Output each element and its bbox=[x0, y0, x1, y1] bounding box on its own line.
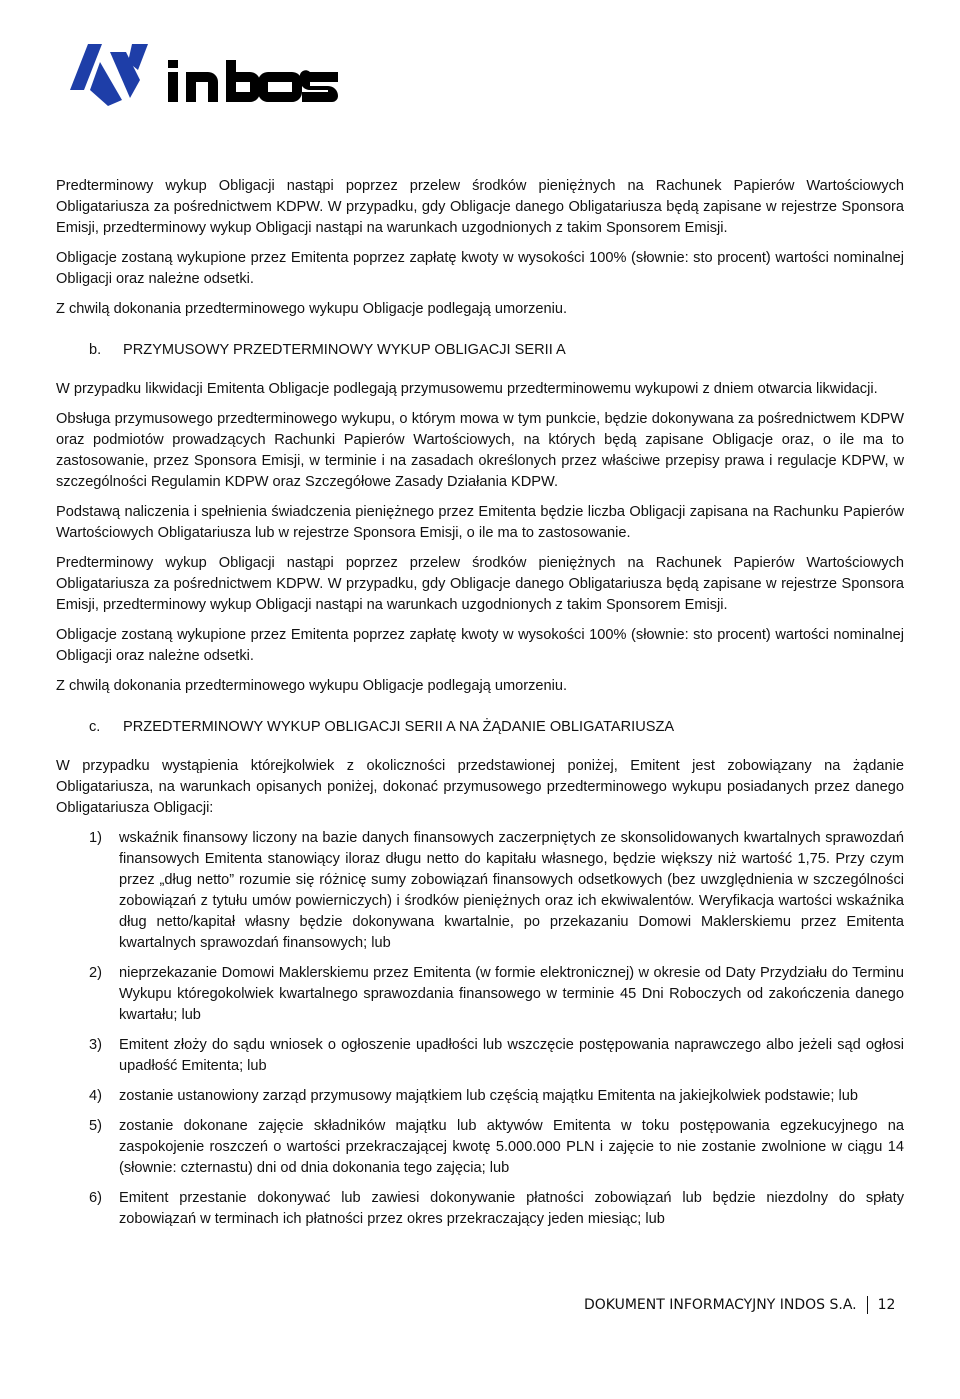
list-text: zostanie dokonane zajęcie składników majątku lub aktywów Emitenta w toku postępowania egzekucyjnego na zaspokojenie roszczeń o wartości przekraczającej kwotę 5.000.000 PLN i zajęcie to nie zostanie zwolnione w ciągu 14 (słownie: czternastu) dni od dnia dokonania tego zajęcia; lub bbox=[119, 1118, 904, 1176]
paragraph: Obligacje zostaną wykupione przez Emitenta poprzez zapłatę kwoty w wysokości 100% (słownie: sto procent) wartości nominalnej Obligacji oraz należne odsetki. bbox=[56, 627, 904, 664]
section-title: PRZYMUSOWY PRZEDTERMINOWY WYKUP OBLIGACJI SERII A bbox=[123, 342, 566, 358]
paragraph: Obsługa przymusowego przedterminowego wykupu, o którym mowa w tym punkcie, będzie dokonywana za pośrednictwem KDPW oraz podmiotów prowadzących Rachunki Papierów Wartościowych, na których będą zapisane Obligacje oraz, o ile ma to zastosowanie, przez Sponsora Emisji, w terminie i na zasadach określonych przez właściwe przepisy prawa i regulacje KDPW, w szczególności Regulamin KDPW oraz Szczegółowe Zasady Działania KDPW. bbox=[56, 411, 904, 490]
paragraph: Z chwilą dokonania przedterminowego wykupu Obligacje podlegają umorzeniu. bbox=[56, 678, 568, 694]
list-item bbox=[56, 1188, 904, 1230]
list-number: 2) bbox=[89, 965, 102, 981]
footer-document-title: DOKUMENT INFORMACYJNY INDOS S.A. bbox=[584, 1297, 857, 1313]
paragraph: Z chwilą dokonania przedterminowego wykupu Obligacje podlegają umorzeniu. bbox=[56, 301, 568, 317]
section-c-heading bbox=[56, 717, 904, 738]
company-logo bbox=[70, 40, 340, 110]
page-footer bbox=[584, 1296, 895, 1314]
paragraph: Obligacje zostaną wykupione przez Emitenta poprzez zapłatę kwoty w wysokości 100% (słownie: sto procent) wartości nominalnej Obligacji oraz należne odsetki. bbox=[56, 250, 904, 287]
conditions-list bbox=[56, 828, 904, 1230]
list-item bbox=[56, 1086, 904, 1107]
list-item bbox=[56, 1116, 904, 1179]
paragraph: W przypadku wystąpienia którejkolwiek z okoliczności przedstawionej poniżej, Emitent jest zobowiązany na żądanie Obligatariusza, na warunkach opisanych poniżej, dokonać przymusowego przedterminowego wykupu posiadanych przez danego Obligatariusza Obligacji: bbox=[56, 758, 904, 816]
paragraph: Podstawą naliczenia i spełnienia świadczenia pieniężnego przez Emitenta będzie liczba Obligacji zapisana na Rachunku Papierów Wartościowych Obligatariusza lub w rejestrze Sponsora Emisji, o ile ma to zastosowanie. bbox=[56, 504, 904, 541]
list-number: 3) bbox=[89, 1037, 102, 1053]
list-text: Emitent przestanie dokonywać lub zawiesi dokonywanie płatności zobowiązań lub będzie niezdolny do spłaty zobowiązań w terminach ich płatności przez okres przekraczający jeden miesiąc; lub bbox=[119, 1190, 904, 1227]
page-number: 12 bbox=[877, 1297, 896, 1313]
document-body bbox=[56, 176, 904, 1239]
list-number: 6) bbox=[89, 1190, 102, 1206]
indos-logo-icon bbox=[70, 40, 340, 110]
list-number: 4) bbox=[89, 1088, 102, 1104]
paragraph: W przypadku likwidacji Emitenta Obligacje podlegają przymusowemu przedterminowemu wykupowi z dniem otwarcia likwidacji. bbox=[56, 381, 878, 397]
list-item bbox=[56, 828, 904, 954]
section-letter: c. bbox=[89, 719, 101, 735]
list-number: 1) bbox=[89, 830, 102, 846]
list-item bbox=[56, 963, 904, 1026]
list-item bbox=[56, 1035, 904, 1077]
footer-divider bbox=[867, 1296, 868, 1314]
list-text: wskaźnik finansowy liczony na bazie danych finansowych zaczerpniętych ze skonsolidowanych kwartalnych sprawozdań finansowych Emitenta stanowiący iloraz długu netto do kapitału własnego, będzie większy niż wartość 1,75. Przy czym przez „dług netto” rozumie się różnicę sumy zobowiązań finansowych odsetkowych (bez uwzględnienia w szczególności zobowiązań z tytułu umów powierniczych) i środków pieniężnych oraz ich ekwiwalentów. Weryfikacja wartości wskaźnika dług netto/kapitał własny będzie dokonywana kwartalnie, po przekazaniu Domowi Maklerskiemu przez Emitenta kwartalnych sprawozdań finansowych; lub bbox=[119, 830, 904, 951]
section-letter: b. bbox=[89, 342, 102, 358]
paragraph: Predterminowy wykup Obligacji nastąpi poprzez przelew środków pieniężnych na Rachunek Papierów Wartościowych Obligatariusza za pośrednictwem KDPW. W przypadku, gdy Obligacje danego Obligatariusza będą zapisane w rejestrze Sponsora Emisji, przedterminowy wykup Obligacji nastąpi na warunkach uzgodnionych z takim Sponsorem Emisji. bbox=[56, 178, 904, 236]
section-b-heading bbox=[56, 340, 904, 361]
list-number: 5) bbox=[89, 1118, 102, 1134]
list-text: Emitent złoży do sądu wniosek o ogłoszenie upadłości lub wszczęcie postępowania naprawczego albo jeżeli sąd ogłosi upadłość Emitenta; lub bbox=[119, 1037, 904, 1074]
list-text: zostanie ustanowiony zarząd przymusowy majątkiem lub częścią majątku Emitenta na jakiejkolwiek podstawie; lub bbox=[119, 1088, 858, 1104]
list-text: nieprzekazanie Domowi Maklerskiemu przez Emitenta (w formie elektronicznej) w okresie od Daty Przydziału do Terminu Wykupu któregokolwiek kwartalnego sprawozdania finansowego w terminie 45 Dni Roboczych od zakończenia danego kwartału; lub bbox=[119, 965, 904, 1023]
paragraph: Predterminowy wykup Obligacji nastąpi poprzez przelew środków pieniężnych na Rachunek Papierów Wartościowych Obligatariusza za pośrednictwem KDPW. W przypadku, gdy Obligacje danego Obligatariusza będą zapisane w rejestrze Sponsora Emisji, przedterminowy wykup Obligacji nastąpi na warunkach uzgodnionych z takim Sponsorem Emisji. bbox=[56, 555, 904, 613]
section-title: PRZEDTERMINOWY WYKUP OBLIGACJI SERII A NA ŻĄDANIE OBLIGATARIUSZA bbox=[123, 719, 675, 735]
